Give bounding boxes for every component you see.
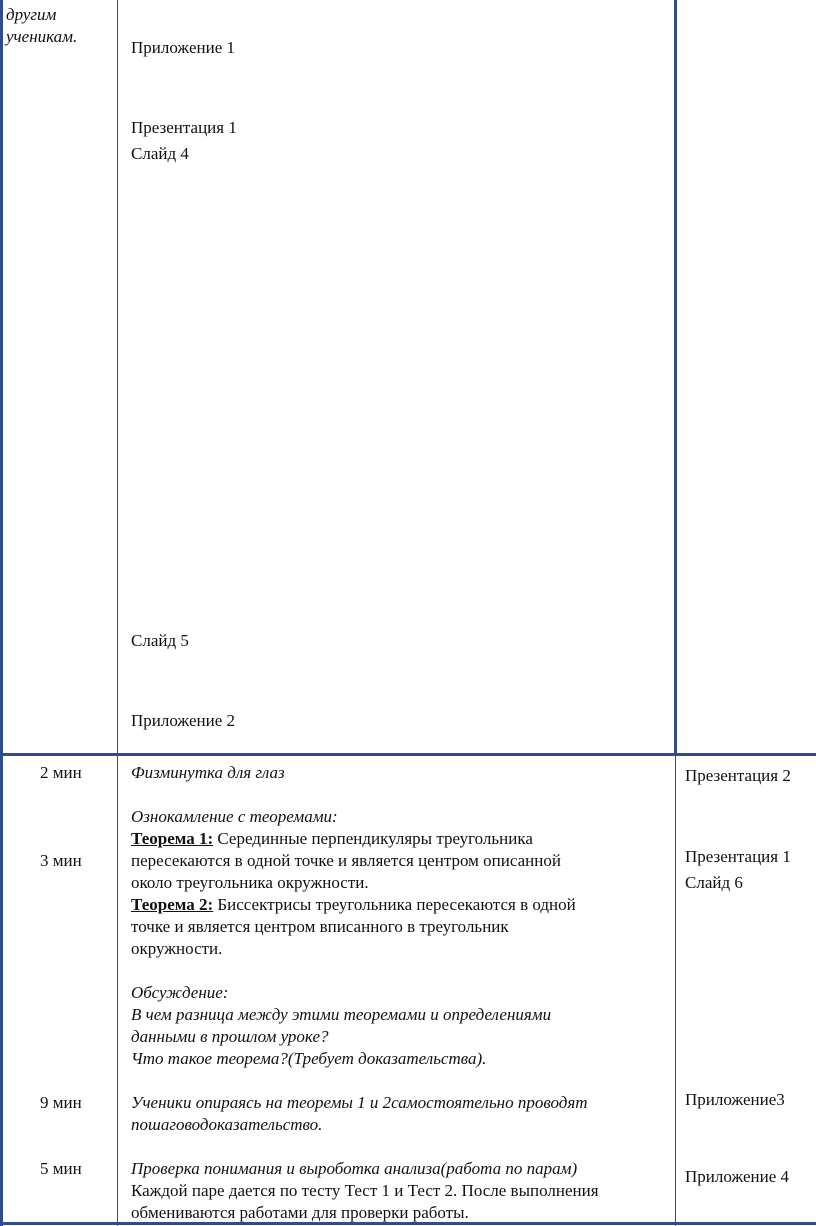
slide-5-label: Слайд 5 [131,631,189,650]
students-task [131,1092,588,1136]
row-divider [0,753,816,756]
theorem-1-label: Теорема 1: [131,829,214,848]
resource-appendix-3: Приложение3 [685,1090,785,1109]
students-task-line: пошаговодоказательство. [131,1115,323,1134]
time-9-min: 9 мин [40,1093,82,1112]
time-2-min: 2 мин [40,763,82,782]
discussion-line: данными в прошлом уроке? [131,1027,329,1046]
table-border-left [0,0,3,1226]
resource-appendix-4: Приложение 4 [685,1167,789,1186]
presentation-1-label: Презентация 1 [131,118,237,137]
check-task [131,1158,599,1224]
resource-presentation-1: Презентация 1 [685,847,791,866]
discussion-line: Что такое теорема?(Требует доказательства). [131,1049,487,1068]
theorem-1-text: около треугольника окружности. [131,873,369,892]
left-note [6,4,77,48]
check-task-line: Каждой паре дается по тесту Тест 1 и Тест 2. После выполнения [131,1181,599,1200]
theorem-1-text: пересекаются в одной точке и является центром описанной [131,851,561,870]
theorem-1-text: Серединные перпендикуляры треугольника [213,829,533,848]
column-divider-1 [117,0,118,1226]
theorem-2-text: окружности. [131,939,223,958]
column-divider-2-top [674,0,677,755]
time-3-min: 3 мин [40,851,82,870]
appendix-2-label: Приложение 2 [131,711,235,730]
students-task-line: Ученики опираясь на теоремы 1 и 2самостоятельно проводят [131,1093,588,1112]
discussion-heading: Обсуждение: [131,983,229,1002]
appendix-1-label: Приложение 1 [131,38,235,57]
theorem-1 [131,828,561,894]
check-task-heading: Проверка понимания и выроботка анализа(работа по парам) [131,1159,578,1178]
resource-slide-6: Слайд 6 [685,873,743,892]
theorem-2 [131,894,576,960]
left-note-line: другим [6,5,57,24]
theorem-2-text: Биссектрисы треугольника пересекаются в одной [213,895,576,914]
time-5-min: 5 мин [40,1159,82,1178]
fizminutka-heading: Физминутка для глаз [131,763,285,782]
discussion [131,982,551,1070]
column-divider-2-bottom [675,755,676,1226]
check-task-line: обмениваются работами для проверки работы. [131,1203,469,1222]
slide-4-label: Слайд 4 [131,144,189,163]
discussion-line: В чем разница между этими теоремами и определениями [131,1005,552,1024]
left-note-line: ученикам. [6,27,78,46]
theorem-2-label: Теорема 2: [131,895,214,914]
theorem-2-text: точке и является центром вписанного в треугольник [131,917,509,936]
resource-presentation-2: Презентация 2 [685,766,791,785]
theorems-intro: Ознокамление с теоремами: [131,807,338,826]
